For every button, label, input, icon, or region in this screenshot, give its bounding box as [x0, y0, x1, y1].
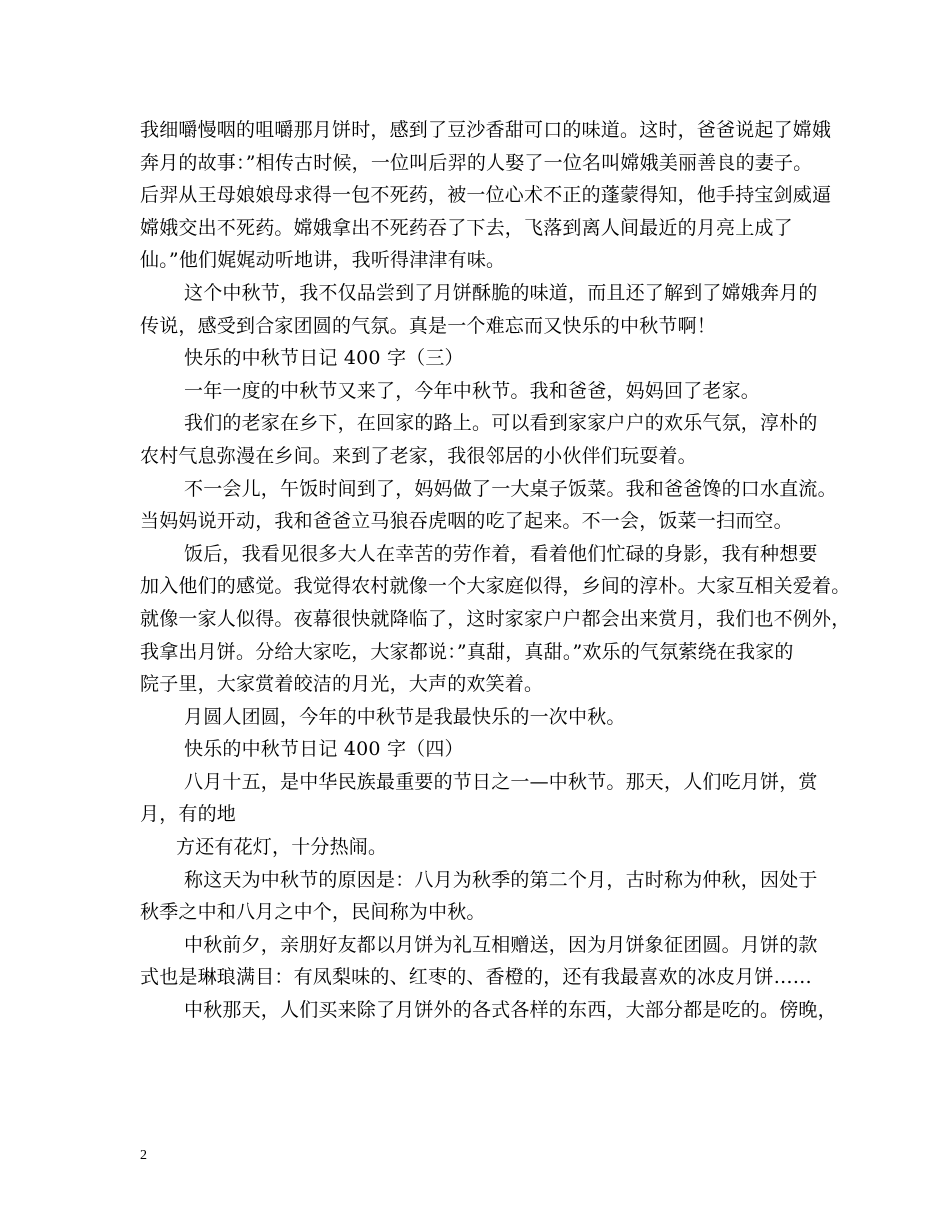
paragraph-start-line: 不一会儿，午饭时间到了，妈妈做了一大桌子饭菜。我和爸爸馋的口水直流。	[184, 477, 837, 500]
paragraph-start-line: 一年一度的中秋节又来了，今年中秋节。我和爸爸，妈妈回了老家。	[184, 379, 761, 402]
text-line: 奔月的故事：”相传古时候，一位叫后羿的人娶了一位名叫嫦娥美丽善良的妻子。	[140, 151, 813, 174]
text-line: 后羿从王母娘娘母求得一包不死药，被一位心术不正的蓬蒙得知，他手持宝剑威逼	[140, 184, 832, 207]
paragraph-start-line: 中秋那天，人们买来除了月饼外的各式各样的东西，大部分都是吃的。傍晚，	[184, 999, 837, 1022]
text-line: 嫦娥交出不死药。嫦娥拿出不死药吞了下去，飞落到离人间最近的月亮上成了	[140, 216, 793, 239]
text-line: 方还有花灯，十分热闹。	[176, 836, 388, 859]
text-line: 我拿出月饼。分给大家吃，大家都说：”真甜，真甜。”欢乐的气氛萦绕在我家的	[140, 640, 794, 663]
paragraph-start-line: 饭后，我看见很多大人在幸苦的劳作着，看着他们忙碌的身影，我有种想要	[184, 542, 818, 565]
paragraph-start-line: 这个中秋节，我不仅品尝到了月饼酥脆的味道，而且还了解到了嫦娥奔月的	[184, 281, 818, 304]
text-line: 月，有的地	[140, 803, 237, 826]
text-line: 当妈妈说开动，我和爸爸立马狼吞虎咽的吃了起来。不一会，饭菜一扫而空。	[140, 510, 793, 533]
text-line: 就像一家人似得。夜幕很快就降临了，这时家家户户都会出来赏月，我们也不例外，	[140, 607, 851, 630]
section-heading: 快乐的中秋节日记 400 字（四）	[184, 738, 464, 761]
text-line: 我细嚼慢咽的咀嚼那月饼时，感到了豆沙香甜可口的味道。这时，爸爸说起了嫦娥	[140, 119, 832, 141]
paragraph-start-line: 月圆人团圆，今年的中秋节是我最快乐的一次中秋。	[184, 705, 626, 728]
text-line: 仙。”他们娓娓动听地讲，我听得津津有味。	[140, 249, 506, 272]
paragraph-start-line: 称这天为中秋节的原因是：八月为秋季的第二个月，古时称为仲秋，因处于	[184, 868, 818, 891]
text-line: 院子里，大家赏着皎洁的月光，大声的欢笑着。	[140, 673, 544, 696]
text-line: 农村气息弥漫在乡间。来到了老家，我很邻居的小伙伴们玩耍着。	[140, 444, 697, 467]
text-line: 传说，感受到合家团圆的气氛。真是一个难忘而又快乐的中秋节啊！	[140, 314, 717, 337]
text-line: 式也是琳琅满目：有凤梨味的、红枣的、香橙的，还有我最喜欢的冰皮月饼……	[140, 966, 813, 989]
section-heading: 快乐的中秋节日记 400 字（三）	[184, 347, 464, 370]
text-line: 秋季之中和八月之中个，民间称为中秋。	[140, 901, 486, 924]
paragraph-start-line: 八月十五，是中华民族最重要的节日之一—中秋节。那天，人们吃月饼，赏	[184, 770, 818, 793]
paragraph-start-line: 中秋前夕，亲朋好友都以月饼为礼互相赠送，因为月饼象征团圆。月饼的款	[184, 933, 818, 956]
page-number: 2	[140, 1148, 147, 1163]
text-line: 加入他们的感觉。我觉得农村就像一个大家庭似得，乡间的淳朴。大家互相关爱着。	[140, 575, 851, 598]
paragraph-start-line: 我们的老家在乡下，在回家的路上。可以看到家家户户的欢乐气氛，淳朴的	[184, 412, 818, 435]
document-body	[140, 114, 851, 1027]
